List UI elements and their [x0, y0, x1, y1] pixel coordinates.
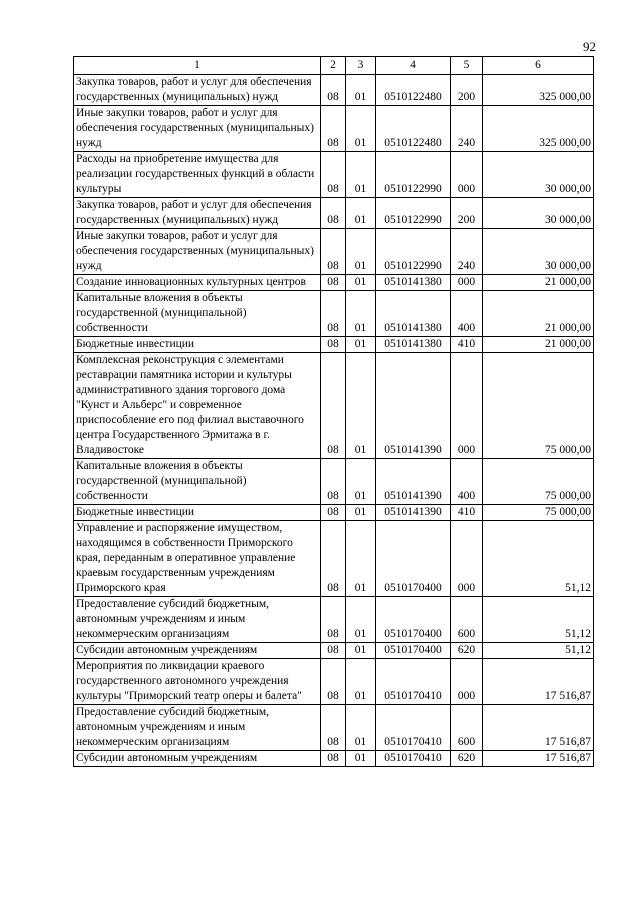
row-name: Расходы на приобретение имущества для реализации государственных функций в области культуры	[74, 152, 321, 198]
table-row	[74, 75, 594, 106]
cell-expense-type: 600	[451, 705, 483, 751]
cell-section: 08	[321, 597, 346, 643]
cell-amount: 75 000,00	[483, 505, 594, 521]
table-row	[74, 597, 594, 643]
row-name: Капитальные вложения в объекты государственной (муниципальной) собственности	[74, 291, 321, 337]
row-name: Иные закупки товаров, работ и услуг для обеспечения государственных (муниципальных) нужд	[74, 106, 321, 152]
cell-target-article: 0510170400	[376, 521, 451, 597]
column-header: 6	[483, 57, 594, 75]
cell-expense-type: 400	[451, 291, 483, 337]
table-row	[74, 459, 594, 505]
cell-expense-type: 000	[451, 152, 483, 198]
cell-amount: 75 000,00	[483, 353, 594, 459]
cell-amount: 21 000,00	[483, 291, 594, 337]
row-name: Субсидии автономным учреждениям	[74, 751, 321, 767]
cell-amount: 30 000,00	[483, 152, 594, 198]
row-name: Комплексная реконструкция с элементами реставрации памятника истории и культуры административного здания торгового дома "Кунст и Альберс" и современное приспособление его под филиал выставочного центра Государственного Эрмитажа в г. Владивостоке	[74, 353, 321, 459]
row-name: Предоставление субсидий бюджетным, автономным учреждениям и иным некоммерческим организациям	[74, 705, 321, 751]
cell-subsection: 01	[346, 152, 376, 198]
table-body	[74, 75, 594, 767]
row-name: Иные закупки товаров, работ и услуг для обеспечения государственных (муниципальных) нужд	[74, 229, 321, 275]
cell-section: 08	[321, 659, 346, 705]
cell-target-article: 0510170400	[376, 597, 451, 643]
table-row	[74, 643, 594, 659]
cell-expense-type: 620	[451, 751, 483, 767]
cell-subsection: 01	[346, 75, 376, 106]
cell-subsection: 01	[346, 353, 376, 459]
cell-section: 08	[321, 229, 346, 275]
cell-target-article: 0510141390	[376, 353, 451, 459]
cell-section: 08	[321, 751, 346, 767]
cell-section: 08	[321, 505, 346, 521]
row-name: Бюджетные инвестиции	[74, 337, 321, 353]
cell-subsection: 01	[346, 459, 376, 505]
column-header: 5	[451, 57, 483, 75]
cell-amount: 51,12	[483, 597, 594, 643]
cell-amount: 17 516,87	[483, 659, 594, 705]
cell-expense-type: 600	[451, 597, 483, 643]
cell-amount: 75 000,00	[483, 459, 594, 505]
cell-target-article: 0510141380	[376, 337, 451, 353]
row-name: Закупка товаров, работ и услуг для обеспечения государственных (муниципальных) нужд	[74, 75, 321, 106]
table-header-row	[74, 57, 594, 75]
table-row	[74, 705, 594, 751]
cell-expense-type: 410	[451, 337, 483, 353]
budget-table	[73, 56, 594, 767]
cell-expense-type: 400	[451, 459, 483, 505]
column-header: 4	[376, 57, 451, 75]
cell-expense-type: 410	[451, 505, 483, 521]
cell-expense-type: 620	[451, 643, 483, 659]
cell-subsection: 01	[346, 275, 376, 291]
cell-section: 08	[321, 275, 346, 291]
row-name: Управление и распоряжение имуществом, находящимся в собственности Приморского края, переданным в оперативное управление краевым государственным учреждениям Приморского края	[74, 521, 321, 597]
table-row	[74, 353, 594, 459]
table-row	[74, 337, 594, 353]
cell-target-article: 0510141390	[376, 459, 451, 505]
cell-target-article: 0510141380	[376, 275, 451, 291]
table-row	[74, 659, 594, 705]
row-name: Закупка товаров, работ и услуг для обеспечения государственных (муниципальных) нужд	[74, 198, 321, 229]
cell-amount: 325 000,00	[483, 75, 594, 106]
table-row	[74, 751, 594, 767]
cell-amount: 51,12	[483, 643, 594, 659]
cell-target-article: 0510170400	[376, 643, 451, 659]
cell-target-article: 0510170410	[376, 751, 451, 767]
cell-expense-type: 240	[451, 106, 483, 152]
table-row	[74, 198, 594, 229]
column-header: 3	[346, 57, 376, 75]
column-header: 1	[74, 57, 321, 75]
table-row	[74, 152, 594, 198]
cell-target-article: 0510141380	[376, 291, 451, 337]
cell-amount: 30 000,00	[483, 198, 594, 229]
row-name: Капитальные вложения в объекты государственной (муниципальной) собственности	[74, 459, 321, 505]
cell-target-article: 0510122480	[376, 106, 451, 152]
row-name: Создание инновационных культурных центров	[74, 275, 321, 291]
cell-amount: 17 516,87	[483, 751, 594, 767]
cell-subsection: 01	[346, 659, 376, 705]
cell-subsection: 01	[346, 106, 376, 152]
cell-subsection: 01	[346, 705, 376, 751]
cell-section: 08	[321, 152, 346, 198]
cell-subsection: 01	[346, 597, 376, 643]
table-row	[74, 505, 594, 521]
cell-expense-type: 240	[451, 229, 483, 275]
table-row	[74, 521, 594, 597]
cell-section: 08	[321, 291, 346, 337]
cell-subsection: 01	[346, 291, 376, 337]
cell-expense-type: 000	[451, 659, 483, 705]
cell-expense-type: 000	[451, 521, 483, 597]
column-header: 2	[321, 57, 346, 75]
cell-section: 08	[321, 705, 346, 751]
table-row	[74, 275, 594, 291]
cell-target-article: 0510122480	[376, 75, 451, 106]
cell-amount: 21 000,00	[483, 337, 594, 353]
cell-amount: 30 000,00	[483, 229, 594, 275]
cell-expense-type: 200	[451, 198, 483, 229]
cell-target-article: 0510170410	[376, 659, 451, 705]
cell-amount: 21 000,00	[483, 275, 594, 291]
table-row	[74, 229, 594, 275]
cell-target-article: 0510141390	[376, 505, 451, 521]
cell-subsection: 01	[346, 229, 376, 275]
cell-subsection: 01	[346, 198, 376, 229]
cell-subsection: 01	[346, 751, 376, 767]
cell-amount: 17 516,87	[483, 705, 594, 751]
table-row	[74, 291, 594, 337]
cell-target-article: 0510170410	[376, 705, 451, 751]
row-name: Бюджетные инвестиции	[74, 505, 321, 521]
cell-amount: 51,12	[483, 521, 594, 597]
cell-subsection: 01	[346, 643, 376, 659]
cell-target-article: 0510122990	[376, 229, 451, 275]
row-name: Предоставление субсидий бюджетным, автономным учреждениям и иным некоммерческим организациям	[74, 597, 321, 643]
cell-expense-type: 200	[451, 75, 483, 106]
page-number: 92	[583, 39, 596, 54]
cell-subsection: 01	[346, 521, 376, 597]
cell-target-article: 0510122990	[376, 152, 451, 198]
cell-section: 08	[321, 75, 346, 106]
cell-section: 08	[321, 459, 346, 505]
cell-section: 08	[321, 521, 346, 597]
cell-section: 08	[321, 353, 346, 459]
row-name: Субсидии автономным учреждениям	[74, 643, 321, 659]
cell-subsection: 01	[346, 337, 376, 353]
row-name: Мероприятия по ликвидации краевого государственного автономного учреждения культуры "Приморский театр оперы и балета"	[74, 659, 321, 705]
cell-section: 08	[321, 198, 346, 229]
table-row	[74, 106, 594, 152]
cell-target-article: 0510122990	[376, 198, 451, 229]
cell-amount: 325 000,00	[483, 106, 594, 152]
cell-expense-type: 000	[451, 275, 483, 291]
cell-section: 08	[321, 337, 346, 353]
cell-section: 08	[321, 106, 346, 152]
cell-section: 08	[321, 643, 346, 659]
cell-subsection: 01	[346, 505, 376, 521]
cell-expense-type: 000	[451, 353, 483, 459]
